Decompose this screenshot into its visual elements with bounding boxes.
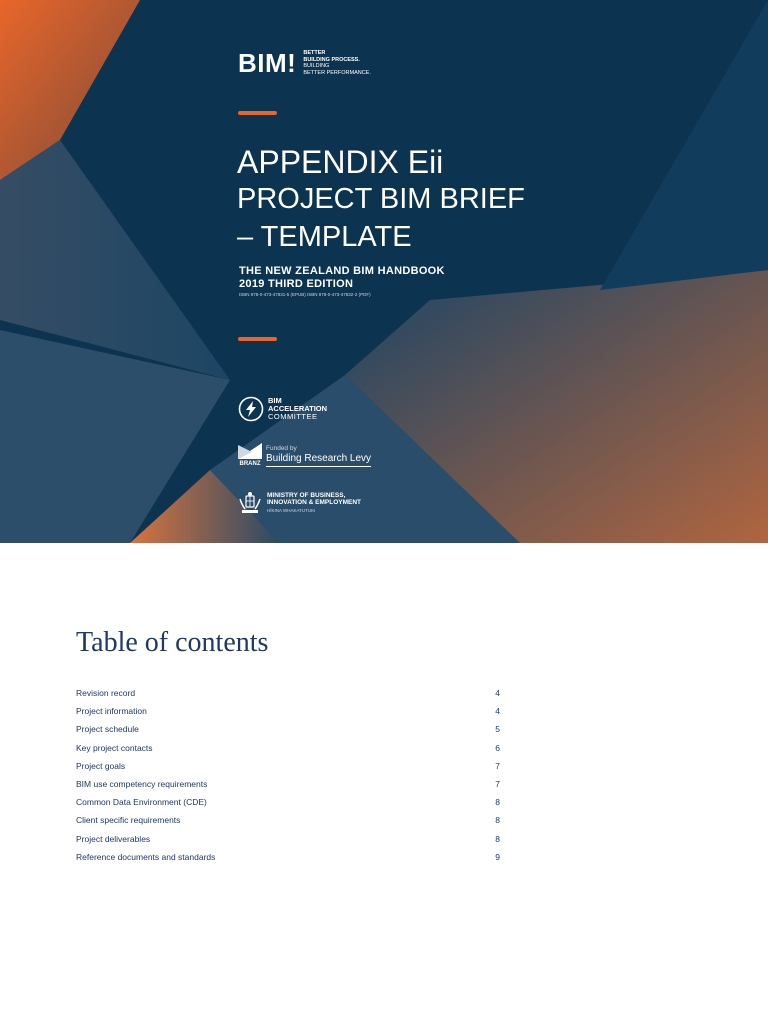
toc-entry[interactable]: Client specific requirements 8 <box>76 815 500 826</box>
bim-logo <box>238 50 371 76</box>
cover-title-template: – TEMPLATE <box>237 221 412 253</box>
toc-entry[interactable]: Project schedule 5 <box>76 724 500 735</box>
toc-entry[interactable]: Reference documents and standards 9 <box>76 851 500 862</box>
bim-tagline: BETTER BUILDING PROCESS. BUILDING BETTER PERFORMANCE. <box>303 50 371 76</box>
handbook-edition: THE NEW ZEALAND BIM HANDBOOK 2019 THIRD EDITION <box>239 265 445 290</box>
isbn-text: ISBN 978-0-473-47831-5 (EPUB) ISBN 978-0-473-47832-2 (PDF) <box>239 292 371 297</box>
branz-logo <box>238 443 371 467</box>
lightning-circle-icon <box>238 396 264 422</box>
toc-entry[interactable]: Project goals 7 <box>76 760 500 771</box>
branz-icon: BRANZ <box>238 443 262 467</box>
toc-title: Table of contents <box>76 627 269 658</box>
bim-logo-word: BIM! <box>238 48 297 78</box>
toc-entry[interactable]: Common Data Environment (CDE) 8 <box>76 797 500 808</box>
building-research-levy: Funded by Building Research Levy <box>266 445 371 467</box>
coat-of-arms-icon <box>238 491 262 515</box>
accent-bar-top <box>238 111 277 115</box>
bim-acceleration-committee-logo: BIM ACCELERATION COMMITTEE <box>238 396 327 422</box>
accent-bar-bottom <box>238 337 277 341</box>
cover-title-appendix: APPENDIX Eii <box>237 144 444 180</box>
toc-entry[interactable]: Revision record 4 <box>76 688 500 698</box>
toc-entry[interactable]: Project information 4 <box>76 706 500 717</box>
mbie-logo: MINISTRY OF BUSINESS, INNOVATION & EMPLOYMENT HĪKINA WHAKATUTUKI <box>238 491 361 515</box>
toc-entry[interactable]: Project deliverables 8 <box>76 833 500 844</box>
toc-entry[interactable]: BIM use competency requirements 7 <box>76 778 500 789</box>
cover-title-main: PROJECT BIM BRIEF <box>237 183 525 215</box>
toc-entry[interactable]: Key project contacts 6 <box>76 742 500 753</box>
table-of-contents <box>76 686 500 868</box>
